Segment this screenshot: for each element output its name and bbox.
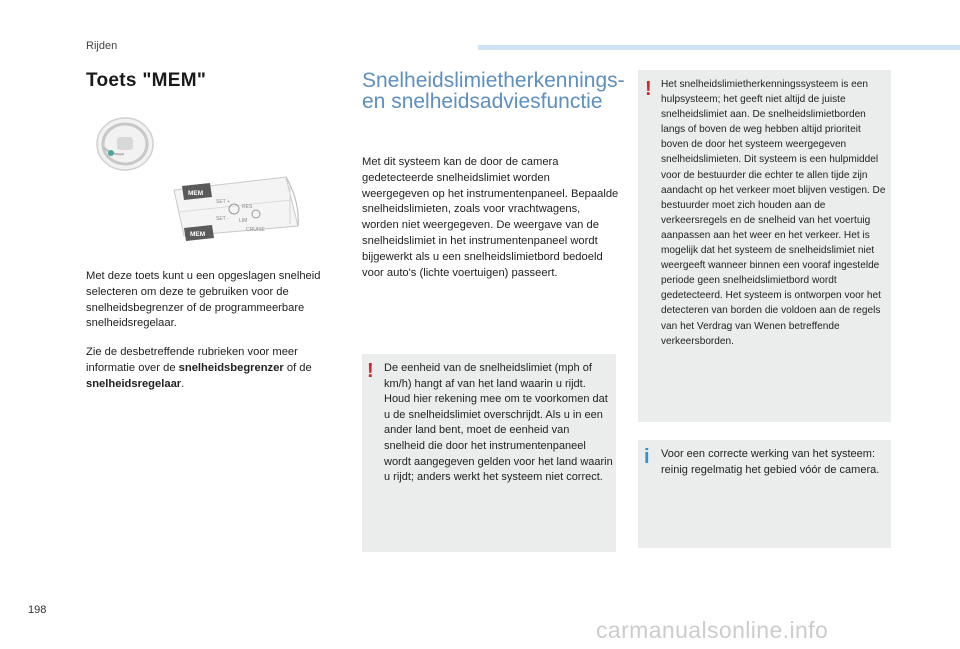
speed-limiter-term: snelheidsbegrenzer	[178, 361, 284, 374]
info-camera-text: Voor een correcte werking van het systeem: reinig regelmatig het gebied vóór de camera.	[661, 448, 880, 476]
warning-icon: !	[367, 360, 374, 382]
speed-title	[362, 69, 625, 113]
warning-box-unit	[362, 354, 616, 552]
steering-wheel-inset	[97, 118, 153, 170]
svg-text:SET +: SET +	[216, 199, 230, 205]
mem-description: Met deze toets kunt u een opgeslagen snelheid selecteren om deze te gebruiken voor de snelheidsbegrenzer of de programmeerbare snelheidsregelaar.	[86, 270, 321, 330]
warning-unit-text: De eenheid van de snelheidslimiet (mph of km/h) hangt af van het land waarin u rijdt. Houd hier rekening mee om te voorkomen dat u de snelheidslimiet overschrijdt. Als u in een ander land bent, moet de eenheid van snelheid die door het instrumentenpaneel wordt aangegeven gelden voor het land waarin u rijdt; anders werkt het systeem niet correct.	[384, 362, 613, 484]
svg-text:MEM: MEM	[190, 231, 206, 238]
cruise-control-term: snelheidsregelaar	[86, 377, 182, 390]
mem-see-also	[86, 345, 348, 392]
watermark[interactable]: carmanualsonline.info	[596, 617, 829, 643]
warning-box-assist	[638, 70, 891, 422]
page-number: 198	[28, 604, 47, 616]
speed-title-line2: en snelheidsadviesfunctie	[362, 90, 603, 113]
mem-button-top	[182, 183, 212, 200]
svg-text:SET -: SET -	[216, 216, 229, 222]
header-bar	[478, 45, 960, 50]
speed-title-line1: Snelheidslimietherkennings-	[362, 69, 625, 92]
speed-intro: Met dit systeem kan de door de camera gedetecteerde snelheidslimiet worden weergegeven op het instrumentenpaneel. Bepaalde snelheidslimieten, zoals voor vrachtwagens, worden niet weergegeven. De weergave van de snelheidslimiet in het instrumentenpaneel wordt bijgewerkt als u een snelheidslimietbord bedoeld voor auto's (lichte voertuigen) passeert.	[362, 156, 619, 279]
mem-title: Toets "MEM"	[86, 70, 207, 91]
info-box-camera	[638, 440, 891, 548]
svg-text:CRUISE: CRUISE	[246, 227, 265, 233]
see-also-text: Zie de desbetreffende rubrieken voor meer informatie over de	[86, 346, 298, 374]
see-also-end: .	[181, 377, 185, 390]
svg-text:LIM: LIM	[239, 218, 248, 224]
see-also-conjunction: of de	[283, 361, 312, 374]
section-label: Rijden	[86, 40, 118, 52]
svg-text:RES: RES	[242, 204, 253, 210]
info-icon: i	[644, 446, 650, 468]
warning-assist-text: Het snelheidslimietherkenningssysteem is een hulpsysteem; het geeft niet altijd de juiste snelheidslimiet aan. De snelheidslimietborden langs of boven de weg hebben altijd prioriteit boven de door het systeem weergegeven snelheidslimieten. Dit systeem is een hulpmiddel voor de bestuurder die echter te allen tijde zijn aandacht op het verkeer moet blijven vestigen. De bestuurder moet zich houden aan de verkeersregels en de snelheid van het voertuig aanpassen aan het weer en het verkeer. Het is mogelijk dat het systeem de snelheidslimiet niet weergeeft wanneer binnen een vooraf ingestelde periode geen snelheidslimietbord wordt gedetecteerd. Het systeem is ontworpen voor het detecteren van borden die voldoen aan de regels van het Verdrag van Wenen betreffende verkeersborden.	[661, 79, 886, 347]
warning-icon: !	[645, 78, 652, 100]
steering-column-illustration	[86, 104, 312, 264]
svg-text:MEM: MEM	[188, 190, 204, 197]
